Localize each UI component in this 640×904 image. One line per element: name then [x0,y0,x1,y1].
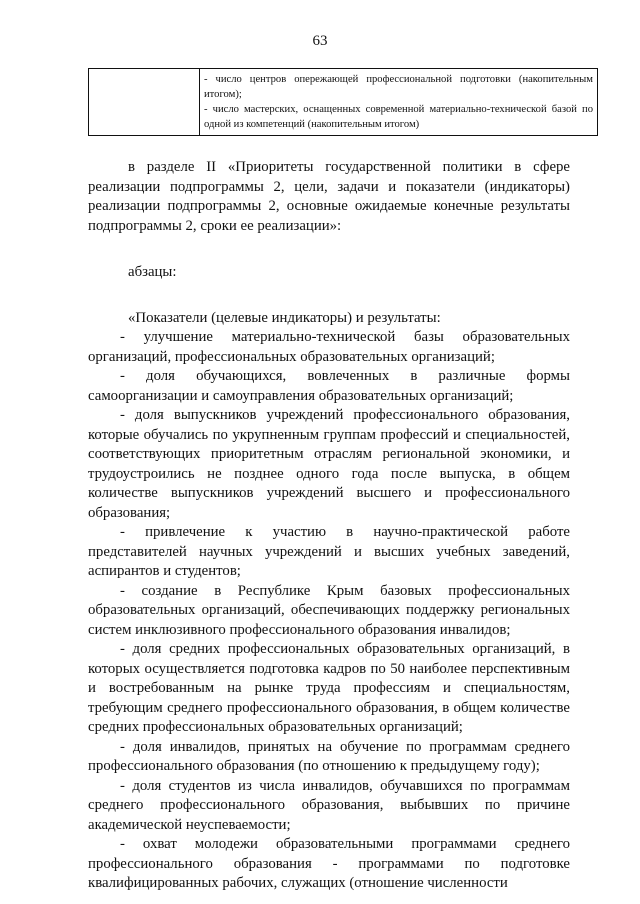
list-item: - создание в Республике Крым базовых профессиональных образовательных организаций, обеспечивающих поддержку региональных систем инклюзивного профессионального образования инвалидов; [88,582,570,638]
indicators-list [88,328,570,894]
paragraphs-label: абзацы: [128,264,177,280]
list-item: - доля средних профессиональных образовательных организаций, в которых осуществляется подготовка кадров по 50 наиболее перспективным и востребованным на рынке труда профессиям и специальностям, требующим среднего профессионального образования, в общем количестве средних профессиональных образовательных организаций; [88,641,570,735]
table-item: - число мастерских, оснащенных современной материально-технической базой по одной из компетенций (накопительным итогом) [204,104,593,130]
table-item: - число центров опережающей профессиональной подготовки (накопительным итогом); [204,74,593,100]
list-item: - доля инвалидов, принятых на обучение по программам среднего профессионального образования (по отношению к предыдущему году); [88,738,570,774]
indicators-heading: «Показатели (целевые индикаторы) и результаты: [128,309,441,326]
table-cell-empty [89,69,200,136]
page-number: 63 [312,33,328,49]
table-cell-indicators [200,69,598,136]
table-row [89,69,598,136]
list-item: - доля обучающихся, вовлеченных в различные формы самоорганизации и самоуправления образовательных организаций; [88,368,570,404]
section-intro: в разделе II «Приоритеты государственной политики в сфере реализации подпрограммы 2, цели, задачи и показатели (индикаторы) реализации подпрограммы 2, основные ожидаемые конечные результаты подпрограммы 2, сроки ее реализации»: [88,159,570,234]
list-item: - доля выпускников учреждений профессионального образования, которые обучались по укрупненным группам профессий и специальностей, соответствующих приоритетным отраслям региональной экономики, и трудоустроились не позднее одного года после выпуска, в общем количестве выпускников учреждений высшего и профессионального образования; [88,407,570,521]
list-item: - доля студентов из числа инвалидов, обучавшихся по программам среднего профессионального образования, выбывших по причине академической неуспеваемости; [88,777,570,833]
document-body [88,158,570,894]
indicator-table [88,68,598,136]
list-item: - улучшение материально-технической базы образовательных организаций, профессиональных образовательных организаций; [88,329,570,365]
list-item: - охват молодежи образовательными программами среднего профессионального образования - программами по подготовке квалифицированных рабочих, служащих (отношение численности [88,836,570,891]
list-item: - привлечение к участию в научно-практической работе представителей научных учреждений и высших учебных заведений, аспирантов и студентов; [88,524,570,579]
